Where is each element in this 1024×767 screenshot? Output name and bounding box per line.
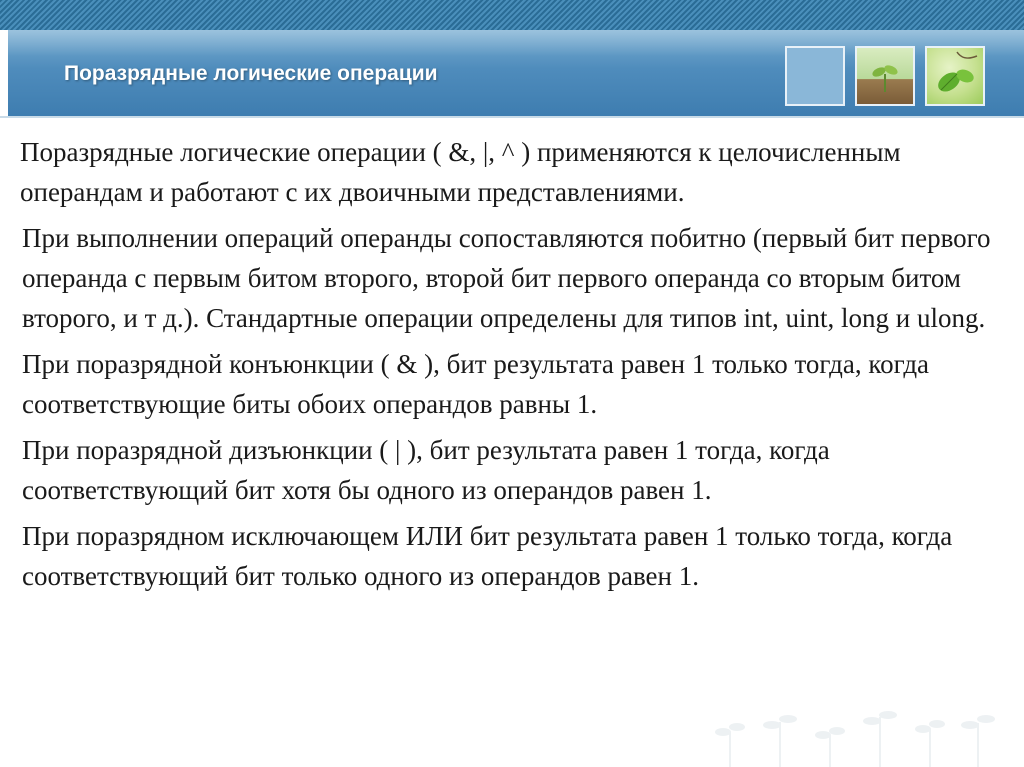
decorative-sprouts-icon xyxy=(710,677,1010,767)
slide-content xyxy=(20,132,1010,602)
paragraph-conjunction: При поразрядной конъюнкции ( & ), бит результата равен 1 только тогда, когда соответствующие биты обоих операндов равны 1. xyxy=(22,349,930,419)
paragraph-intro: Поразрядные логические операции ( &, |, ^ ) применяются к целочисленным операндам и работают с их двоичными представлениями. xyxy=(20,137,901,207)
leaf-icon xyxy=(927,48,983,104)
slide-title: Поразрядные логические операции xyxy=(64,62,438,85)
paragraph-xor: При поразрядном исключающем ИЛИ бит результата равен 1 только тогда, когда соответствующий бит только одного из операндов равен 1. xyxy=(22,521,953,591)
slide-header xyxy=(8,30,1024,116)
sprout-icon xyxy=(857,48,913,104)
header-thumbnail-blank xyxy=(785,46,845,106)
top-decorative-stripe xyxy=(0,0,1024,30)
leaf-image xyxy=(925,46,985,106)
paragraph-disjunction: При поразрядной дизъюнкции ( | ), бит результата равен 1 тогда, когда соответствующий бит хотя бы одного из операндов равен 1. xyxy=(22,435,830,505)
paragraph-bitwise-matching: При выполнении операций операнды сопоставляются побитно (первый бит первого операнда с первым битом второго, второй бит первого операнда со вторым битом второго, и т д.). Стандартные операции определены для типов int, uint, long и ulong. xyxy=(22,223,991,333)
sprout-image xyxy=(855,46,915,106)
header-divider xyxy=(0,116,1024,118)
